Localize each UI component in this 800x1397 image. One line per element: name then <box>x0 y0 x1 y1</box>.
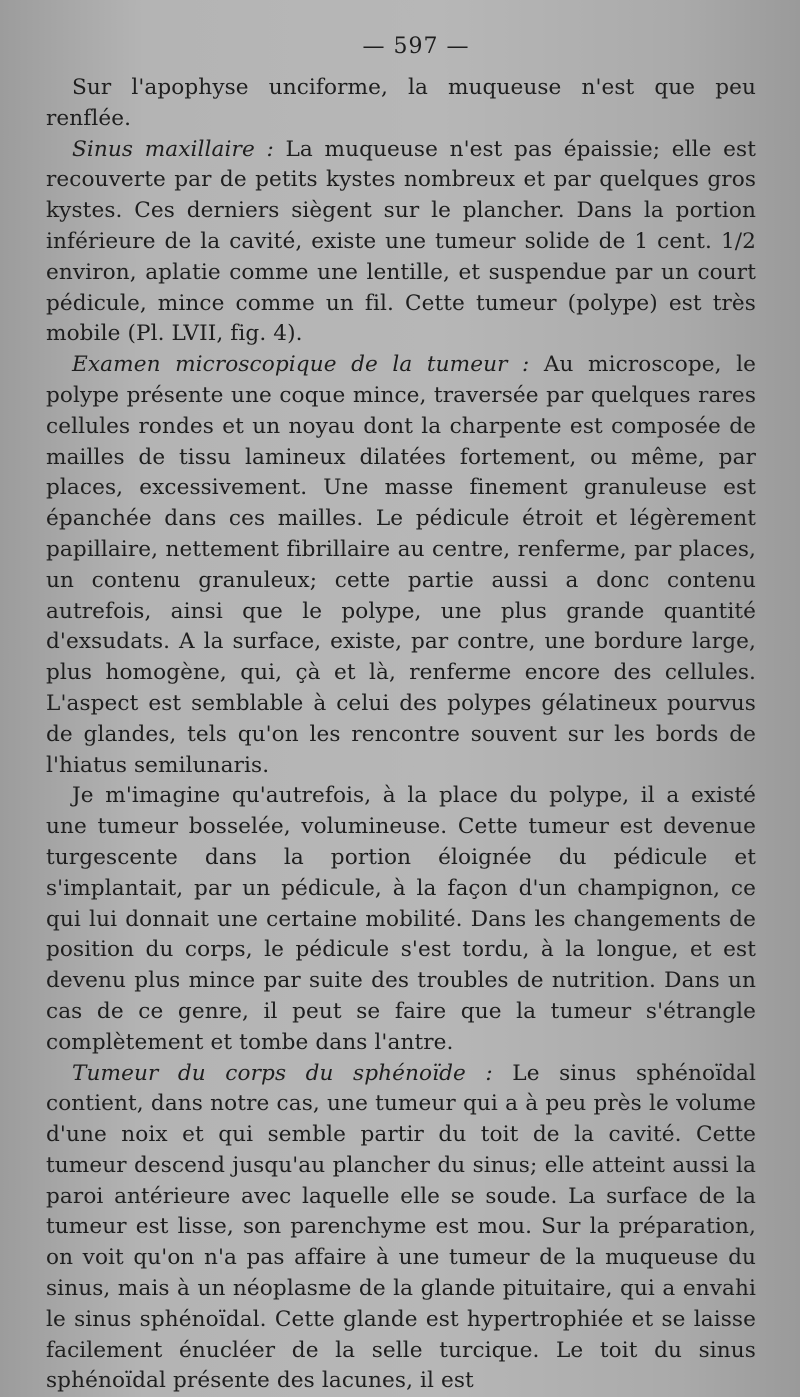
paragraph-sinus-maxillaire <box>46 135 756 351</box>
paragraph-text: Sur l'apophyse unciforme, la muqueuse n'est que peu renflée. <box>46 75 756 131</box>
paragraph-hypothese <box>46 781 756 1058</box>
paragraph-text: Je m'imagine qu'autrefois, à la place du polype, il a existé une tumeur bosselée, volumineuse. Cette tumeur est devenue turgescente dans la portion éloignée du pédicule et s'implantait, par un pédicule, à la façon d'un champignon, ce qui lui donnait une certaine mobilité. Dans les changements de position du corps, le pédicule s'est tordu, à la longue, et est devenu plus mince par suite des troubles de nutrition. Dans un cas de ce genre, il peut se faire que la tumeur s'étrangle complètement et tombe dans l'antre. <box>46 783 756 1054</box>
page-number: — 597 — <box>46 34 756 59</box>
paragraph-examen-microscopique <box>46 350 756 781</box>
paragraph-tumeur-sphenoide <box>46 1059 756 1397</box>
paragraph-text: La muqueuse n'est pas épaissie; elle est recouverte par de petits kystes nombreux et par quelques gros kystes. Ces derniers siègent sur le plancher. Dans la portion inférieure de la cavité, existe une tumeur solide de 1 cent. 1/2 environ, aplatie comme une lentille, et suspendue par un court pédicule, mince comme un fil. Cette tumeur (polype) est très mobile (Pl. LVII, fig. 4). <box>46 137 756 347</box>
paragraph-lead: Tumeur du corps du sphénoïde : <box>72 1061 493 1086</box>
paragraph-text: Au microscope, le polype présente une coque mince, traversée par quelques rares cellules rondes et un noyau dont la charpente est composée de mailles de tissu lamineux dilatées fortement, ou même, par places, excessivement. Une masse finement granuleuse est épanchée dans ces mailles. Le pédicule étroit et légèrement papillaire, nettement fibrillaire au centre, renferme, par places, un contenu granuleux; cette partie aussi a donc contenu autrefois, ainsi que le polype, une plus grande quantité d'exsudats. A la surface, existe, par contre, une bordure large, plus homogène, qui, çà et là, renferme encore des cellules. L'aspect est semblable à celui des polypes gélatineux pourvus de glandes, tels qu'on les rencontre souvent sur les bords de l'hiatus semilunaris. <box>46 352 756 777</box>
paragraph-apophyse <box>46 73 756 135</box>
paragraph-text: Le sinus sphénoïdal contient, dans notre cas, une tumeur qui a à peu près le volume d'une noix et qui semble partir du toit de la cavité. Cette tumeur descend jusqu'au plancher du sinus; elle atteint aussi la paroi antérieure avec laquelle elle se soude. La surface de la tumeur est lisse, son parenchyme est mou. Sur la préparation, on voit qu'on n'a pas affaire à une tumeur de la muqueuse du sinus, mais à un néoplasme de la glande pituitaire, qui a envahi le sinus sphénoïdal. Cette glande est hypertrophiée et se laisse facilement énucléer de la selle turcique. Le toit du sinus sphénoïdal présente des lacunes, il est <box>46 1061 756 1394</box>
paragraph-lead: Sinus maxillaire : <box>72 137 274 162</box>
paragraph-lead: Examen microscopique de la tumeur : <box>72 352 529 377</box>
